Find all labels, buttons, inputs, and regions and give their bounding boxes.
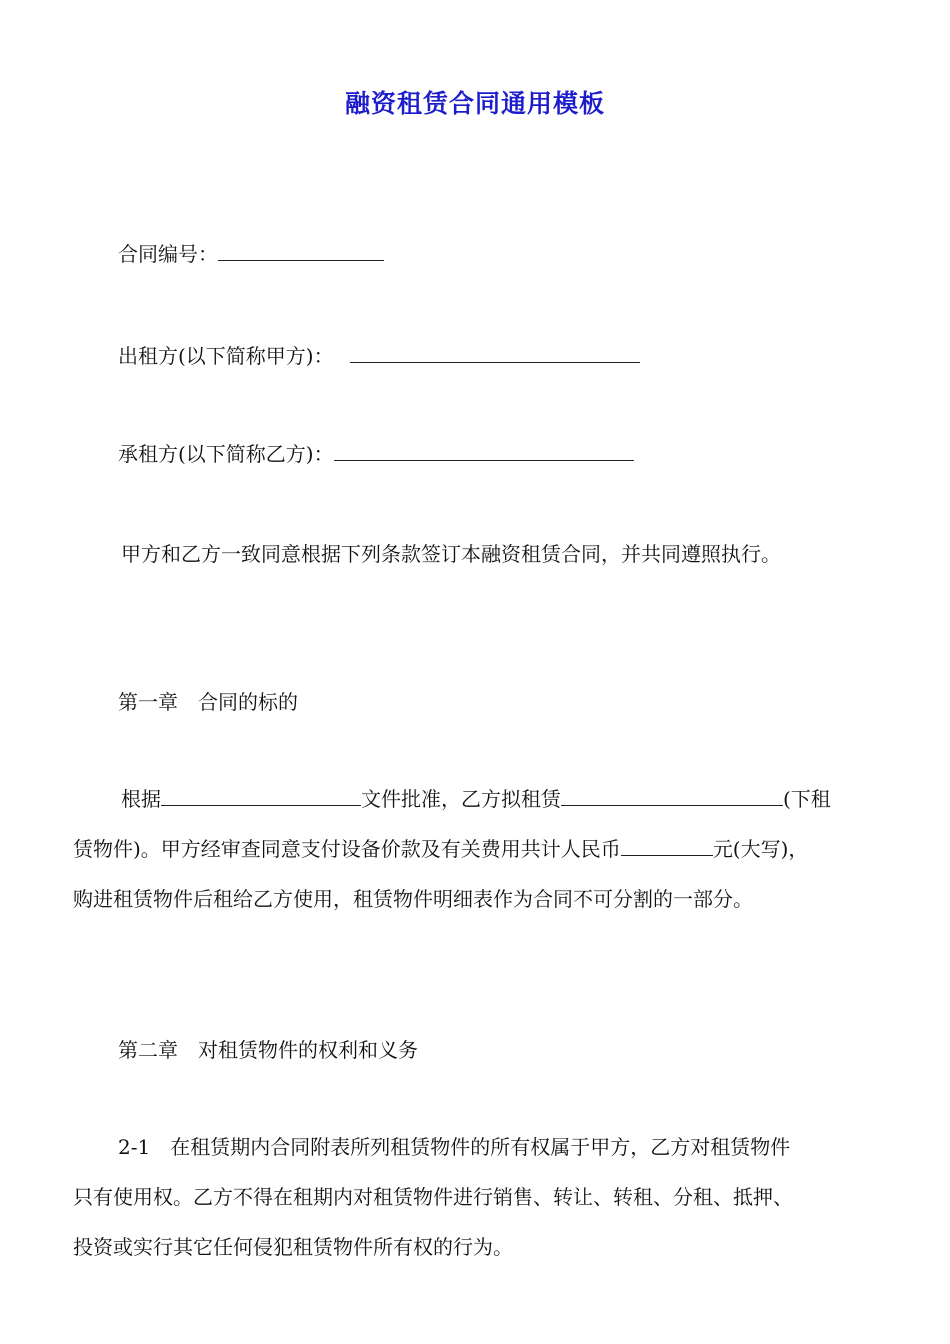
chapter2-heading: 第二章 对租赁物件的权利和义务: [118, 1038, 418, 1062]
lessee-row: [118, 438, 634, 467]
lessor-blank[interactable]: [350, 344, 640, 363]
leased-item-blank[interactable]: [561, 787, 783, 806]
chapter1-line-3: 购进租赁物件后租给乙方使用，租赁物件明细表作为合同不可分割的一部分。: [73, 887, 753, 911]
chapter1-text: 元(大写)，: [712, 837, 809, 861]
chapter1-text: 文件批准，乙方拟租赁: [361, 787, 561, 811]
contract-number-blank[interactable]: [218, 242, 384, 261]
chapter1-line-1: [73, 774, 885, 824]
chapter2-line-3: 投资或实行其它任何侵犯租赁物件所有权的行为。: [73, 1235, 513, 1259]
amount-blank[interactable]: [621, 837, 713, 856]
chapter1-text: (下租: [783, 787, 831, 811]
chapter2-paragraph: [73, 1122, 885, 1272]
chapter1-line-2: [73, 824, 885, 874]
lessor-row: [118, 340, 640, 369]
chapter2-line-1: 2-1 在租赁期内合同附表所列租赁物件的所有权属于甲方，乙方对租赁物件: [118, 1135, 791, 1159]
approval-document-blank[interactable]: [161, 787, 361, 806]
contract-number-label: 合同编号：: [118, 242, 218, 266]
lessor-label: 出租方(以下简称甲方)：: [118, 344, 334, 368]
intro-paragraph: 甲方和乙方一致同意根据下列条款签订本融资租赁合同，并共同遵照执行。: [121, 542, 781, 566]
chapter1-heading: 第一章 合同的标的: [118, 690, 298, 714]
chapter2-line-2: 只有使用权。乙方不得在租期内对租赁物件进行销售、转让、转租、分租、抵押、: [73, 1185, 793, 1209]
lessee-blank[interactable]: [334, 442, 634, 461]
chapter1-text: 根据: [121, 787, 161, 811]
lessee-label: 承租方(以下简称乙方)：: [118, 442, 334, 466]
chapter1-paragraph: [73, 774, 885, 924]
contract-number-row: [118, 238, 384, 267]
chapter1-text: 赁物件)。甲方经审查同意支付设备价款及有关费用共计人民币: [73, 837, 621, 861]
document-title: 融资租赁合同通用模板: [344, 89, 605, 118]
